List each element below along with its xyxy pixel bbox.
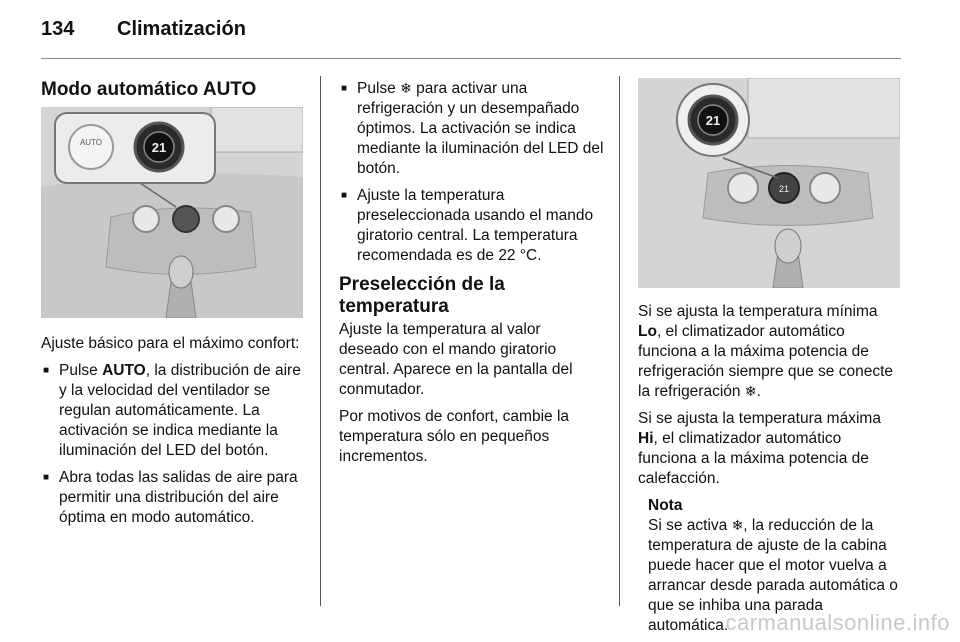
snowflake-icon: ❄: [731, 517, 744, 533]
climate-panel-illustration: [41, 107, 303, 318]
paragraph: Por motivos de confort, cambie la temperatura sólo en pequeños incrementos.: [339, 408, 570, 465]
temperature-display: 21: [705, 113, 721, 128]
page-title: Climatización: [117, 18, 246, 40]
list-item: ■ Abra todas las salidas de aire para permitir una distribución del aire óptima en modo automático.: [41, 468, 306, 528]
text: Si se ajusta la temperatura máxima: [638, 410, 881, 427]
watermark: carmanualsonline.info: [725, 610, 950, 635]
column-1: [41, 79, 306, 101]
list-item: [339, 79, 604, 179]
text: Pulse: [357, 80, 401, 97]
snowflake-icon: ❄: [744, 383, 757, 399]
temperature-knob-illustration: [638, 78, 900, 288]
knob-display-small: 21: [778, 184, 790, 194]
intro-text: Ajuste básico para el máximo confort:: [41, 335, 300, 352]
list-item: ■ Ajuste la temperatura preseleccionada usando el mando giratorio central. La temperatura recomendada es de 22 °C.: [339, 186, 604, 266]
temperature-display: 21: [151, 140, 167, 155]
hi-key: Hi: [638, 430, 654, 447]
text: , la distribución de aire y la velocidad del ventilador se regulan automáticamente. La activación se indica mediante la iluminación del LED del botón.: [59, 362, 301, 459]
snowflake-icon: ❄: [400, 80, 412, 96]
text: , el climatizador automático funciona a la máxima potencia de calefacción.: [638, 430, 869, 487]
auto-key: AUTO: [102, 362, 146, 379]
section-heading-temperature: Preselección de la temperatura: [339, 274, 505, 317]
lo-key: Lo: [638, 323, 657, 340]
text: , el climatizador automático funciona a la máxima potencia de refrigeración siempre que se conecte la refrigeración: [638, 323, 894, 400]
column-2: [339, 79, 604, 474]
paragraph: Ajuste la temperatura al valor deseado con el mando giratorio central. Aparece en la pantalla del conmutador.: [339, 321, 573, 398]
text: Si se ajusta la temperatura mínima: [638, 303, 878, 320]
page-number: 134: [41, 18, 75, 40]
header-rule: [41, 58, 901, 59]
column-divider: [320, 76, 321, 606]
text: para activar una refrigeración y un desempañado óptimos. La activación se indica mediante la iluminación del LED del botón.: [357, 80, 604, 177]
section-heading-auto: Modo automático AUTO: [41, 79, 257, 100]
column-divider: [619, 76, 620, 606]
text: Pulse: [59, 362, 103, 379]
figure-temperature-knob: [638, 78, 900, 288]
figure-climate-panel-auto: [41, 107, 303, 318]
text: .: [756, 383, 761, 400]
text: Si se activa: [648, 517, 732, 534]
paragraph: [638, 302, 900, 402]
paragraph: [638, 409, 900, 489]
list-item: [41, 361, 306, 461]
column-3: [638, 302, 900, 636]
column-1-body: [41, 334, 306, 535]
text: , la reducción de la temperatura de ajuste de la cabina puede hacer que el motor vuelva a arrancar desde parada automática o que se inhiba una parada automática.: [648, 517, 898, 634]
auto-button-label: AUTO: [79, 138, 103, 147]
note-title: Nota: [648, 497, 683, 514]
page-header: [41, 18, 246, 41]
